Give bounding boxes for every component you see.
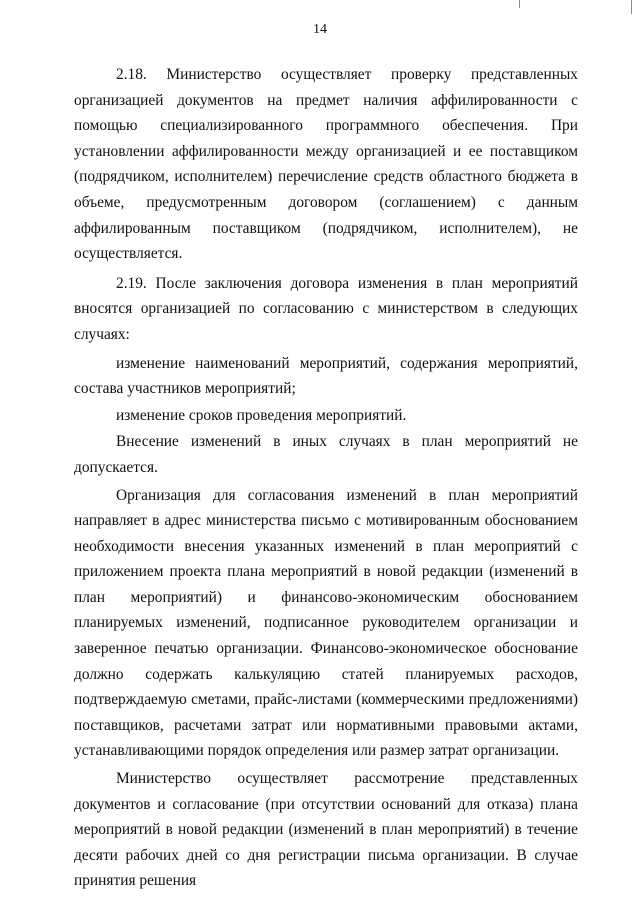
list-item-change-names: изменение наименований мероприятий, содержания мероприятий, состава участников мероприятий; [74,354,578,398]
paragraph-2-19: 2.19. После заключения договора изменения в план мероприятий вносятся организацией по согласованию с министерством в следующих случаях: [74,274,578,343]
list-item-change-dates: изменение сроков проведения мероприятий. [116,406,407,424]
document-body [74,62,578,894]
scan-edge-mark-right [631,0,632,14]
page-number: 14 [313,22,327,37]
paragraph-ministry-review: Министерство осуществляет рассмотрение представленных документов и согласование (при отсутствии оснований для отказа) плана мероприятий в новой редакции (изменений в план мероприятий) в течение десяти рабочих дней со дня регистрации письма организации. В случае принятия решения [74,770,578,890]
paragraph-approval-request: Организация для согласования изменений в план мероприятий направляет в адрес министерства письмо с мотивированным обоснованием необходимости внесения указанных изменений в план мероприятий с приложением проекта плана мероприятий в новой редакции (изменений в план мероприятий) и финансово-экономическим обоснованием планируемых изменений, подписанное руководителем организации и заверенное печатью организации. Финансово-экономическое обоснование должно содержать калькуляцию статей планируемых расходов, подтверждаемую сметами, прайс-листами (коммерческими предложениями) поставщиков, расчетами затрат или нормативными правовыми актами, устанавливающими порядок определения или размер затрат организации. [74,486,578,760]
paragraph-other-changes: Внесение изменений в иных случаях в план мероприятий не допускается. [74,433,578,476]
paragraph-2-18: 2.18. Министерство осуществляет проверку представленных организацией документов на предмет наличия аффилированности с помощью специализированного программного обеспечения. При установлении аффилированности между организацией и ее поставщиком (подрядчиком, исполнителем) перечисление средств областного бюджета в объеме, предусмотренным договором (соглашением) с данным аффилированным поставщиком (подрядчиком, исполнителем), не осуществляется. [74,66,578,263]
scan-edge-mark-top [519,0,520,8]
